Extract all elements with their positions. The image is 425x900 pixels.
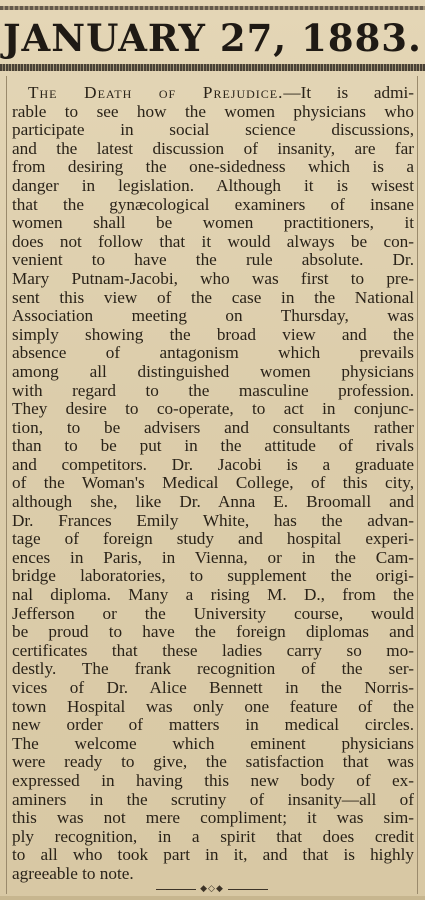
article-line: aminers in the scrutiny of insanity—all of (12, 789, 414, 809)
article-line: among all distinguished women physicians (12, 361, 414, 381)
article-line: Dr. Frances Emily White, has the advan- (12, 510, 414, 530)
bottom-border-rule (0, 896, 425, 900)
article-line: and the latest discussion of insanity, are far (12, 138, 414, 158)
article-line: agreeable to note. (12, 863, 134, 883)
article-line: new order of matters in medical circles. (12, 715, 414, 735)
article-line: than to be put in the attitude of rivals (12, 436, 414, 456)
article-line: vices of Dr. Alice Bennett in the Norris- (12, 678, 414, 697)
article-line: were ready to give, the satisfaction that was (12, 752, 414, 772)
article-line: be proud to have the foreign diplomas and (12, 622, 414, 642)
article-line: although she, like Dr. Anna E. Broomall and (12, 492, 414, 512)
article-line: rable to see how the women physicians who (12, 101, 414, 121)
article-line: expressed in having this new body of ex- (12, 770, 414, 790)
article-line: and competitors. Dr. Jacobi is a graduate (12, 454, 414, 474)
article-line: Mary Putnam-Jacobi, who was first to pre- (12, 268, 414, 288)
top-border-rule (0, 6, 425, 10)
article-line: Association meeting on Thursday, was (12, 306, 414, 326)
article-line: venient to have the rule absolute. Dr. (12, 250, 414, 270)
article-line: bridge laboratories, to supplement the origi- (12, 566, 414, 586)
article-line: with regard to the masculine profession. (12, 380, 414, 400)
article-line: certificates that these ladies carry so mo- (12, 640, 414, 660)
article-line: tion, to be advisers and consultants rather (12, 417, 414, 437)
article-headline: The Death of Prejudice. (28, 83, 284, 102)
article-line: nal diploma. Many a rising M. D., from the (12, 585, 414, 605)
article-line: that the gynæcological examiners of insane (12, 194, 414, 214)
article-line: ences in Paris, in Vienna, or in the Cam- (12, 547, 414, 567)
article-line: town Hospital was only one feature of the (12, 696, 414, 716)
article-line: Jefferson or the University course, would (12, 603, 414, 623)
article-line: sent this view of the case in the National (12, 287, 414, 307)
article-line: from desiring the one-sidedness which is a (12, 157, 414, 177)
article-line: women shall be women practitioners, it (12, 213, 414, 233)
article-line: The welcome which eminent physicians (12, 733, 414, 753)
article-body (12, 84, 414, 884)
article-line: destly. The frank recognition of the ser- (12, 659, 414, 679)
article-line: to all who took part in it, and that is highly (12, 845, 414, 865)
article-line: —It is admi- (283, 83, 414, 102)
article-line: They desire to co-operate, to act in conjunc- (12, 399, 414, 419)
masthead-rule (0, 64, 425, 71)
end-ornament: ◆◇◆ (152, 884, 272, 894)
masthead-date: JANUARY 27, 1883. (3, 16, 422, 60)
article-first-line (12, 84, 414, 103)
article-line: absence of antagonism which prevails (12, 343, 414, 363)
article-line: ply recognition, in a spirit that does credit (12, 826, 414, 846)
article-line: does not follow that it would always be con- (12, 231, 414, 251)
article-line: participate in social science discussions, (12, 120, 414, 140)
article-line: of the Woman's Medical College, of this city, (12, 473, 414, 493)
article-line: this was not mere compliment; it was sim- (12, 808, 414, 828)
article-line: tage of foreign study and hospital experi- (12, 529, 414, 549)
article-line: simply showing the broad view and the (12, 324, 414, 344)
article-line: danger in legislation. Although it is wisest (12, 175, 414, 195)
